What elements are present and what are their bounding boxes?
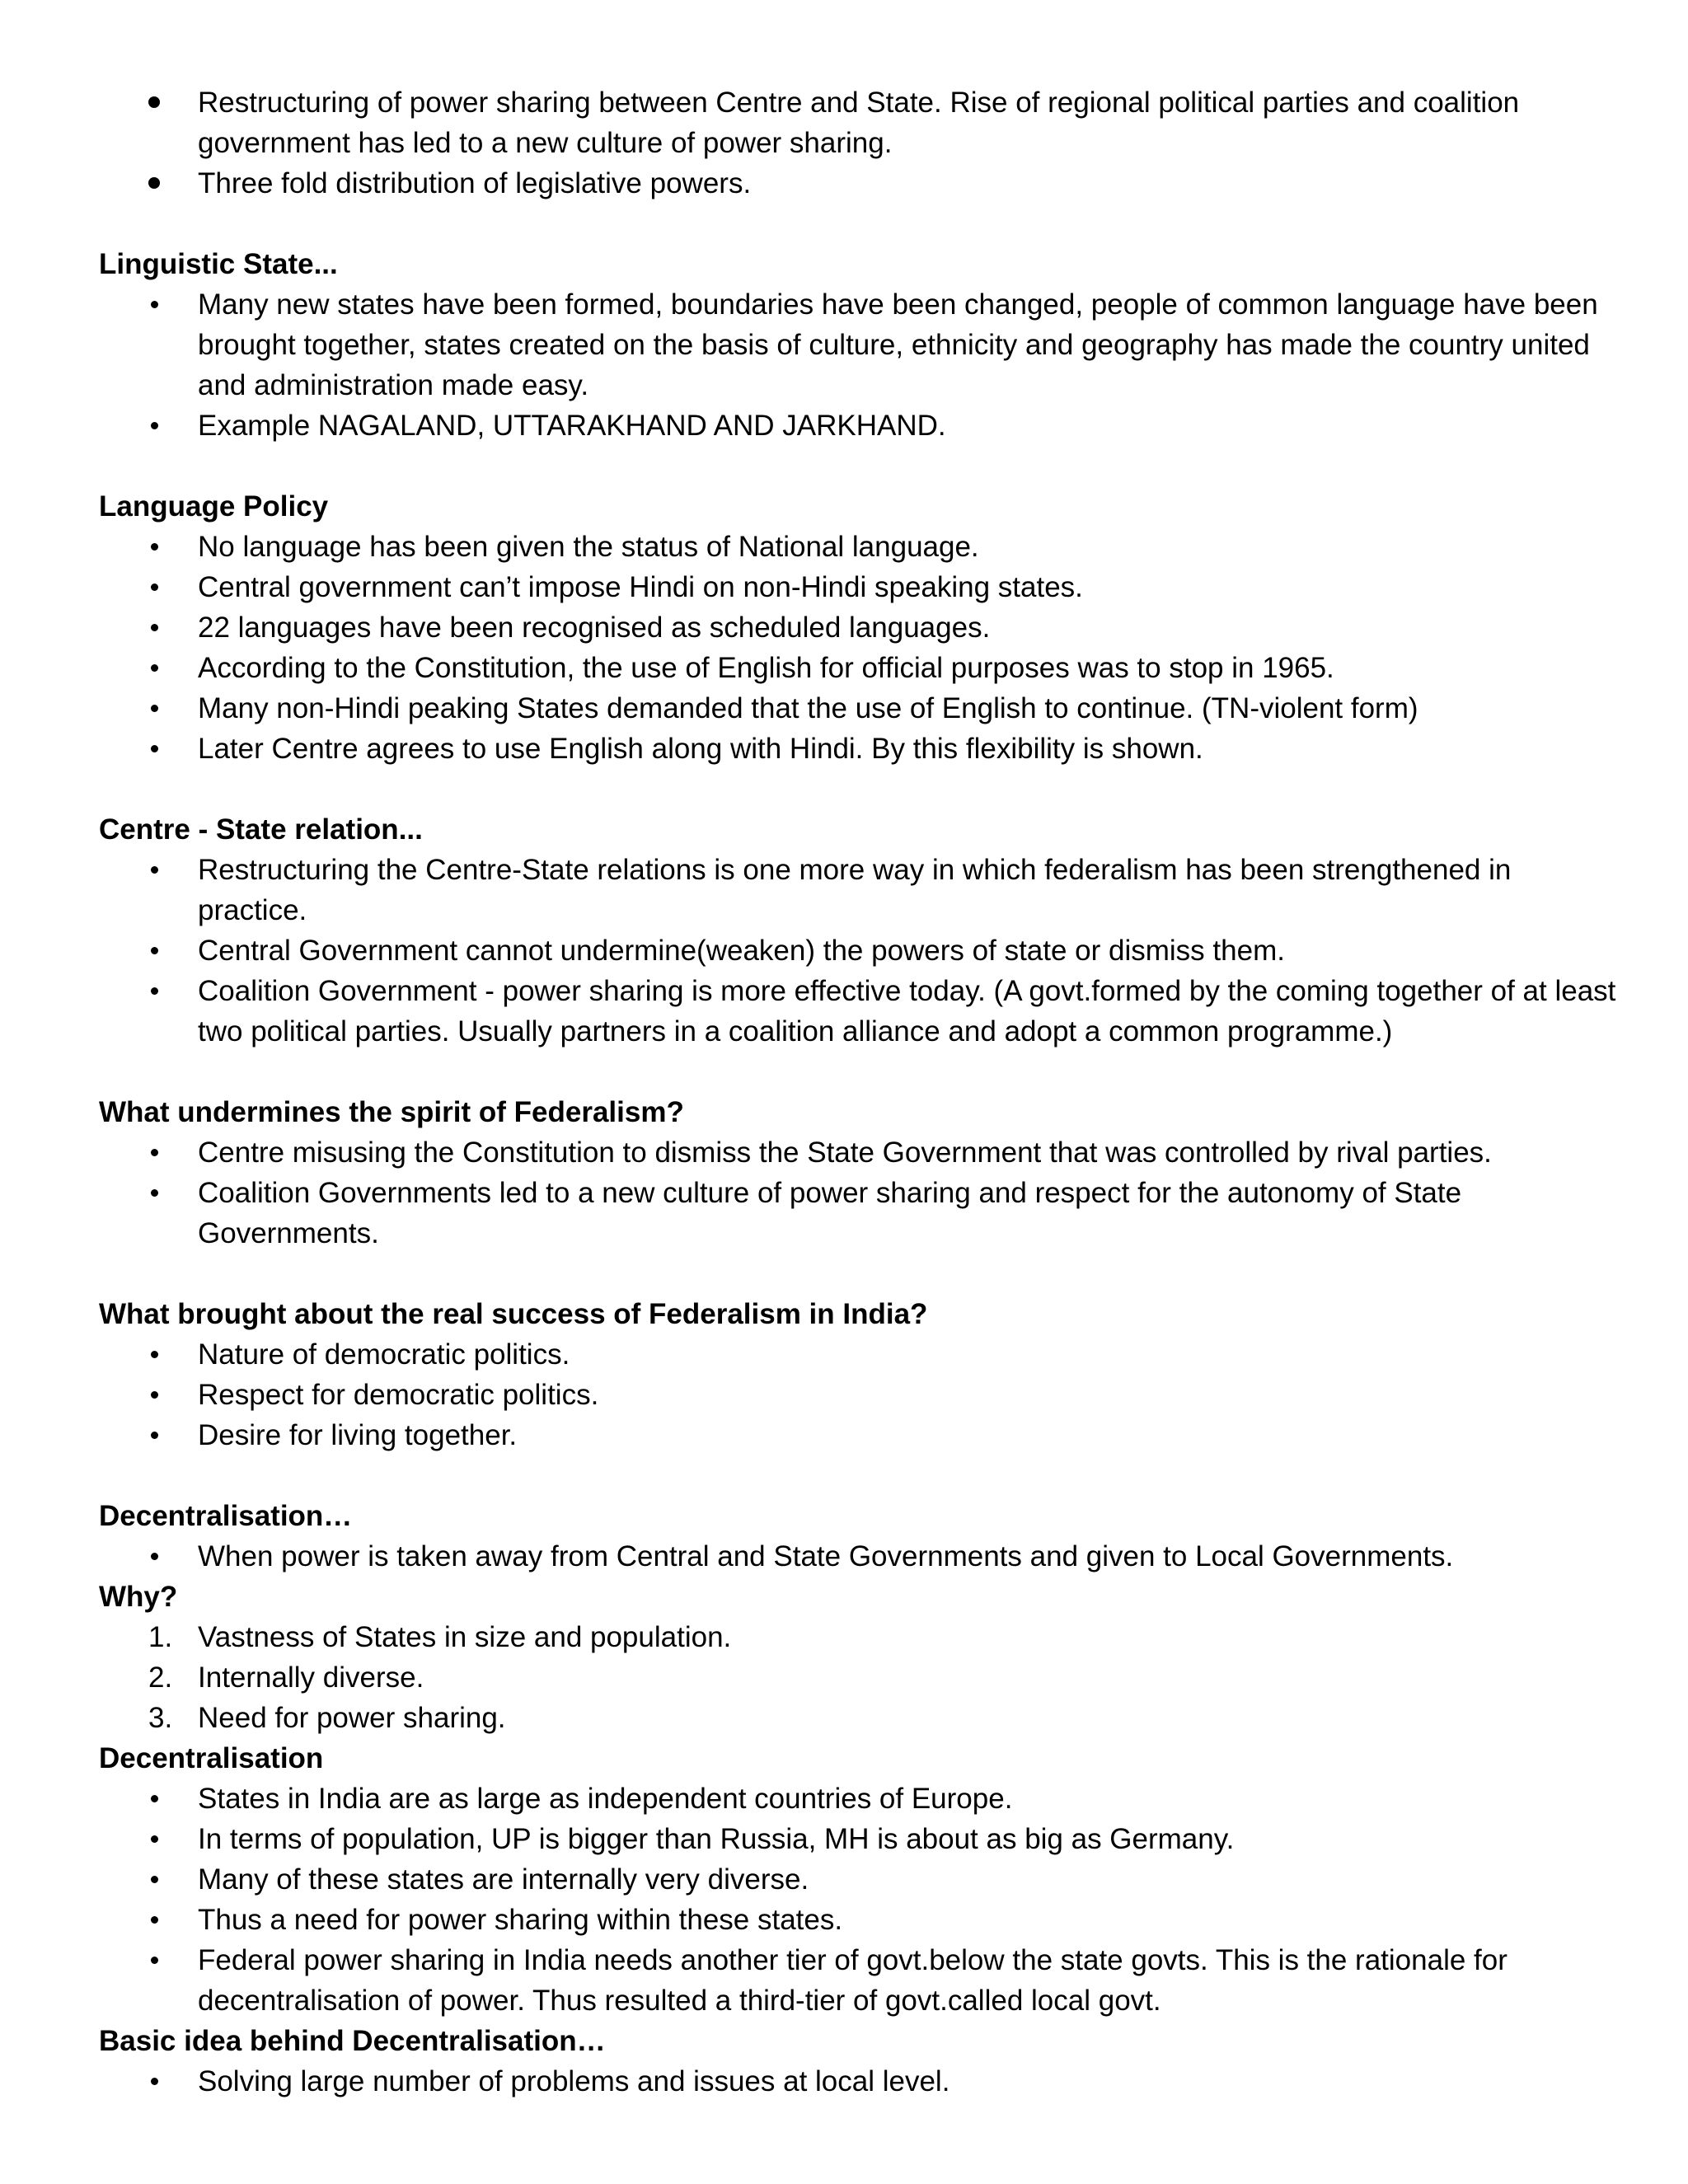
list-item: 3. Need for power sharing. (99, 1698, 1624, 1738)
numbered-list (99, 1617, 1624, 1738)
list-item: 1. Vastness of States in size and population. (99, 1617, 1624, 1657)
list-item: Respect for democratic politics. (198, 1379, 599, 1411)
list-item: Nature of democratic politics. (198, 1338, 570, 1371)
section-heading: Basic idea behind Decentralisation… (99, 2025, 606, 2057)
section-undermines-federalism (99, 1092, 1624, 1254)
list-item: Restructuring the Centre-State relations is one more way in which federalism has been strengthened in practice. (198, 854, 1512, 926)
section-heading: What brought about the real success of Federalism in India? (99, 1298, 928, 1330)
list-item: Solving large number of problems and issues at local level. (198, 2065, 950, 2097)
list-item: Central Government cannot undermine(weaken) the powers of state or dismiss them. (198, 935, 1285, 967)
list-item: Coalition Government - power sharing is more effective today. (A govt.formed by the coming together of at least two political parties. Usually partners in a coalition alliance and adopt a common programme.) (198, 975, 1616, 1047)
list-item: States in India are as large as independent countries of Europe. (198, 1783, 1013, 1815)
list-item: Coalition Governments led to a new culture of power sharing and respect for the autonomy of State Governments. (198, 1177, 1462, 1249)
section-decentralisation (99, 1738, 1624, 2021)
section-heading: Language Policy (99, 490, 329, 523)
section-linguistic-state (99, 244, 1624, 446)
list-item: 22 languages have been recognised as scheduled languages. (198, 612, 991, 644)
list-item: Restructuring of power sharing between Centre and State. Rise of regional political parties and coalition government has led to a new culture of power sharing. (198, 87, 1520, 159)
section-success-of-federalism (99, 1294, 1624, 1455)
section-why (99, 1577, 1624, 1738)
list-item: 2. Internally diverse. (99, 1657, 1624, 1698)
section-heading: Centre - State relation... (99, 813, 423, 846)
list-item: In terms of population, UP is bigger than Russia, MH is about as big as Germany. (198, 1823, 1235, 1855)
list-number: 3. (148, 1702, 173, 1734)
list-item: No language has been given the status of National language. (198, 531, 979, 563)
section-heading: What undermines the spirit of Federalism? (99, 1096, 684, 1128)
section-decentralisation-intro (99, 1496, 1624, 1577)
section-heading: Decentralisation (99, 1742, 324, 1774)
list-item: Thus a need for power sharing within these states. (198, 1904, 843, 1936)
section-language-policy (99, 486, 1624, 769)
list-item: Central government can’t impose Hindi on non-Hindi speaking states. (198, 571, 1083, 603)
section-intro (99, 82, 1624, 204)
section-basic-idea (99, 2021, 1624, 2102)
list-item: Centre misusing the Constitution to dismiss the State Government that was controlled by rival parties. (198, 1137, 1492, 1169)
list-item: According to the Constitution, the use of English for official purposes was to stop in 1965. (198, 652, 1334, 684)
list-item: Many non-Hindi peaking States demanded that the use of English to continue. (TN-violent form) (198, 692, 1418, 724)
section-heading: Why? (99, 1581, 178, 1613)
bullet-list (99, 1334, 1624, 1455)
list-item: Later Centre agrees to use English along with Hindi. By this flexibility is shown. (198, 733, 1203, 765)
list-number: 2. (148, 1661, 173, 1694)
bullet-list (99, 1779, 1624, 2021)
section-heading: Decentralisation… (99, 1500, 353, 1532)
list-item: When power is taken away from Central and State Governments and given to Local Governments. (198, 1540, 1454, 1572)
bullet-list (99, 2061, 1624, 2102)
list-item: Many of these states are internally very diverse. (198, 1863, 809, 1896)
bullet-list (99, 850, 1624, 1052)
bullet-list (99, 284, 1624, 446)
bullet-list (99, 1132, 1624, 1254)
bullet-list (99, 82, 1624, 204)
list-item: Many new states have been formed, boundaries have been changed, people of common language have been brought together, states created on the basis of culture, ethnicity and geography has made the country united and administration made easy. (198, 288, 1598, 401)
list-item: Desire for living together. (198, 1419, 518, 1451)
bullet-list (99, 1536, 1624, 1577)
section-centre-state-relation (99, 809, 1624, 1052)
list-item: Example NAGALAND, UTTARAKHAND AND JARKHAND. (198, 410, 946, 442)
list-item: Federal power sharing in India needs another tier of govt.below the state govts. This is the rationale for decentralisation of power. Thus resulted a third-tier of govt.called local govt. (198, 1944, 1507, 2017)
list-item: Three fold distribution of legislative powers. (198, 167, 752, 199)
list-number: 1. (148, 1621, 173, 1653)
section-heading: Linguistic State... (99, 248, 338, 280)
bullet-list (99, 527, 1624, 769)
